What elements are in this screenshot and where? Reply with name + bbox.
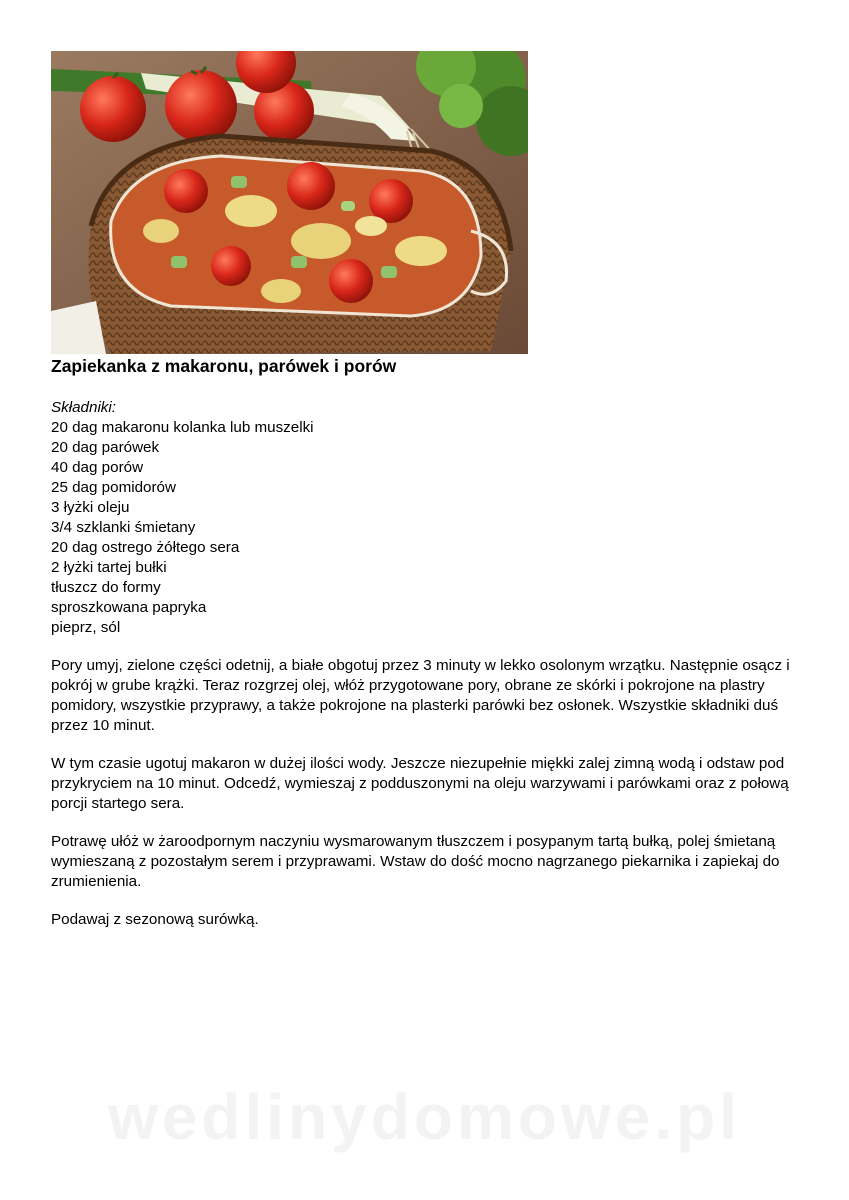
ingredient-item: 20 dag makaronu kolanka lub muszelki (51, 419, 314, 436)
ingredient-item: 20 dag ostrego żółtego sera (51, 539, 240, 556)
dish-photo (51, 51, 528, 354)
preparation-section (51, 656, 811, 948)
step-paragraph: Podawaj z sezonową surówką. (51, 911, 259, 928)
ingredient-item: 40 dag porów (51, 459, 144, 476)
ingredients-list (51, 418, 314, 638)
ingredients-section (51, 398, 314, 638)
step-paragraph: W tym czasie ugotuj makaron w dużej ilości wody. Jeszcze niezupełnie miękki zalej zimną wodą i odstaw pod przykryciem na 10 minut. Odcedź, wymieszaj z podduszonymi na oleju warzywami i parówkami oraz z połową porcji startego sera. (51, 755, 789, 812)
ingredients-label: Składniki: (51, 399, 116, 416)
casserole-illustration (51, 51, 528, 354)
ingredient-item: tłuszcz do formy (51, 579, 161, 596)
ingredient-item: 3/4 szklanki śmietany (51, 519, 196, 536)
step-paragraph: Pory umyj, zielone części odetnij, a białe obgotuj przez 3 minuty w lekko osolonym wrzątku. Następnie osącz i pokrój w grube krążki. Teraz rozgrzej olej, włóż przygotowane pory, obrane ze skórki i pokrojone na plastry pomidory, wszystkie przyprawy, a także pokrojone na plasterki parówki bez osłonek. Wszystkie składniki duś przez 10 minut. (51, 657, 790, 734)
ingredient-item: 3 łyżki oleju (51, 499, 130, 516)
ingredient-item: 20 dag parówek (51, 439, 160, 456)
watermark-text: wedlinydomowe.pl (108, 1081, 741, 1153)
ingredient-item: 2 łyżki tartej bułki (51, 559, 167, 576)
recipe-title: Zapiekanka z makaronu, parówek i porów (51, 356, 397, 376)
step-paragraph: Potrawę ułóż w żaroodpornym naczyniu wysmarowanym tłuszczem i posypanym tartą bułką, polej śmietaną wymieszaną z pozostałym serem i przyprawami. Wstaw do dość mocno nagrzanego piekarnika i zapiekaj do zrumienienia. (51, 833, 780, 890)
casserole-dish (111, 156, 507, 316)
ingredient-item: sproszkowana papryka (51, 599, 207, 616)
ingredient-item: 25 dag pomidorów (51, 479, 176, 496)
ingredient-item: pieprz, sól (51, 619, 121, 636)
